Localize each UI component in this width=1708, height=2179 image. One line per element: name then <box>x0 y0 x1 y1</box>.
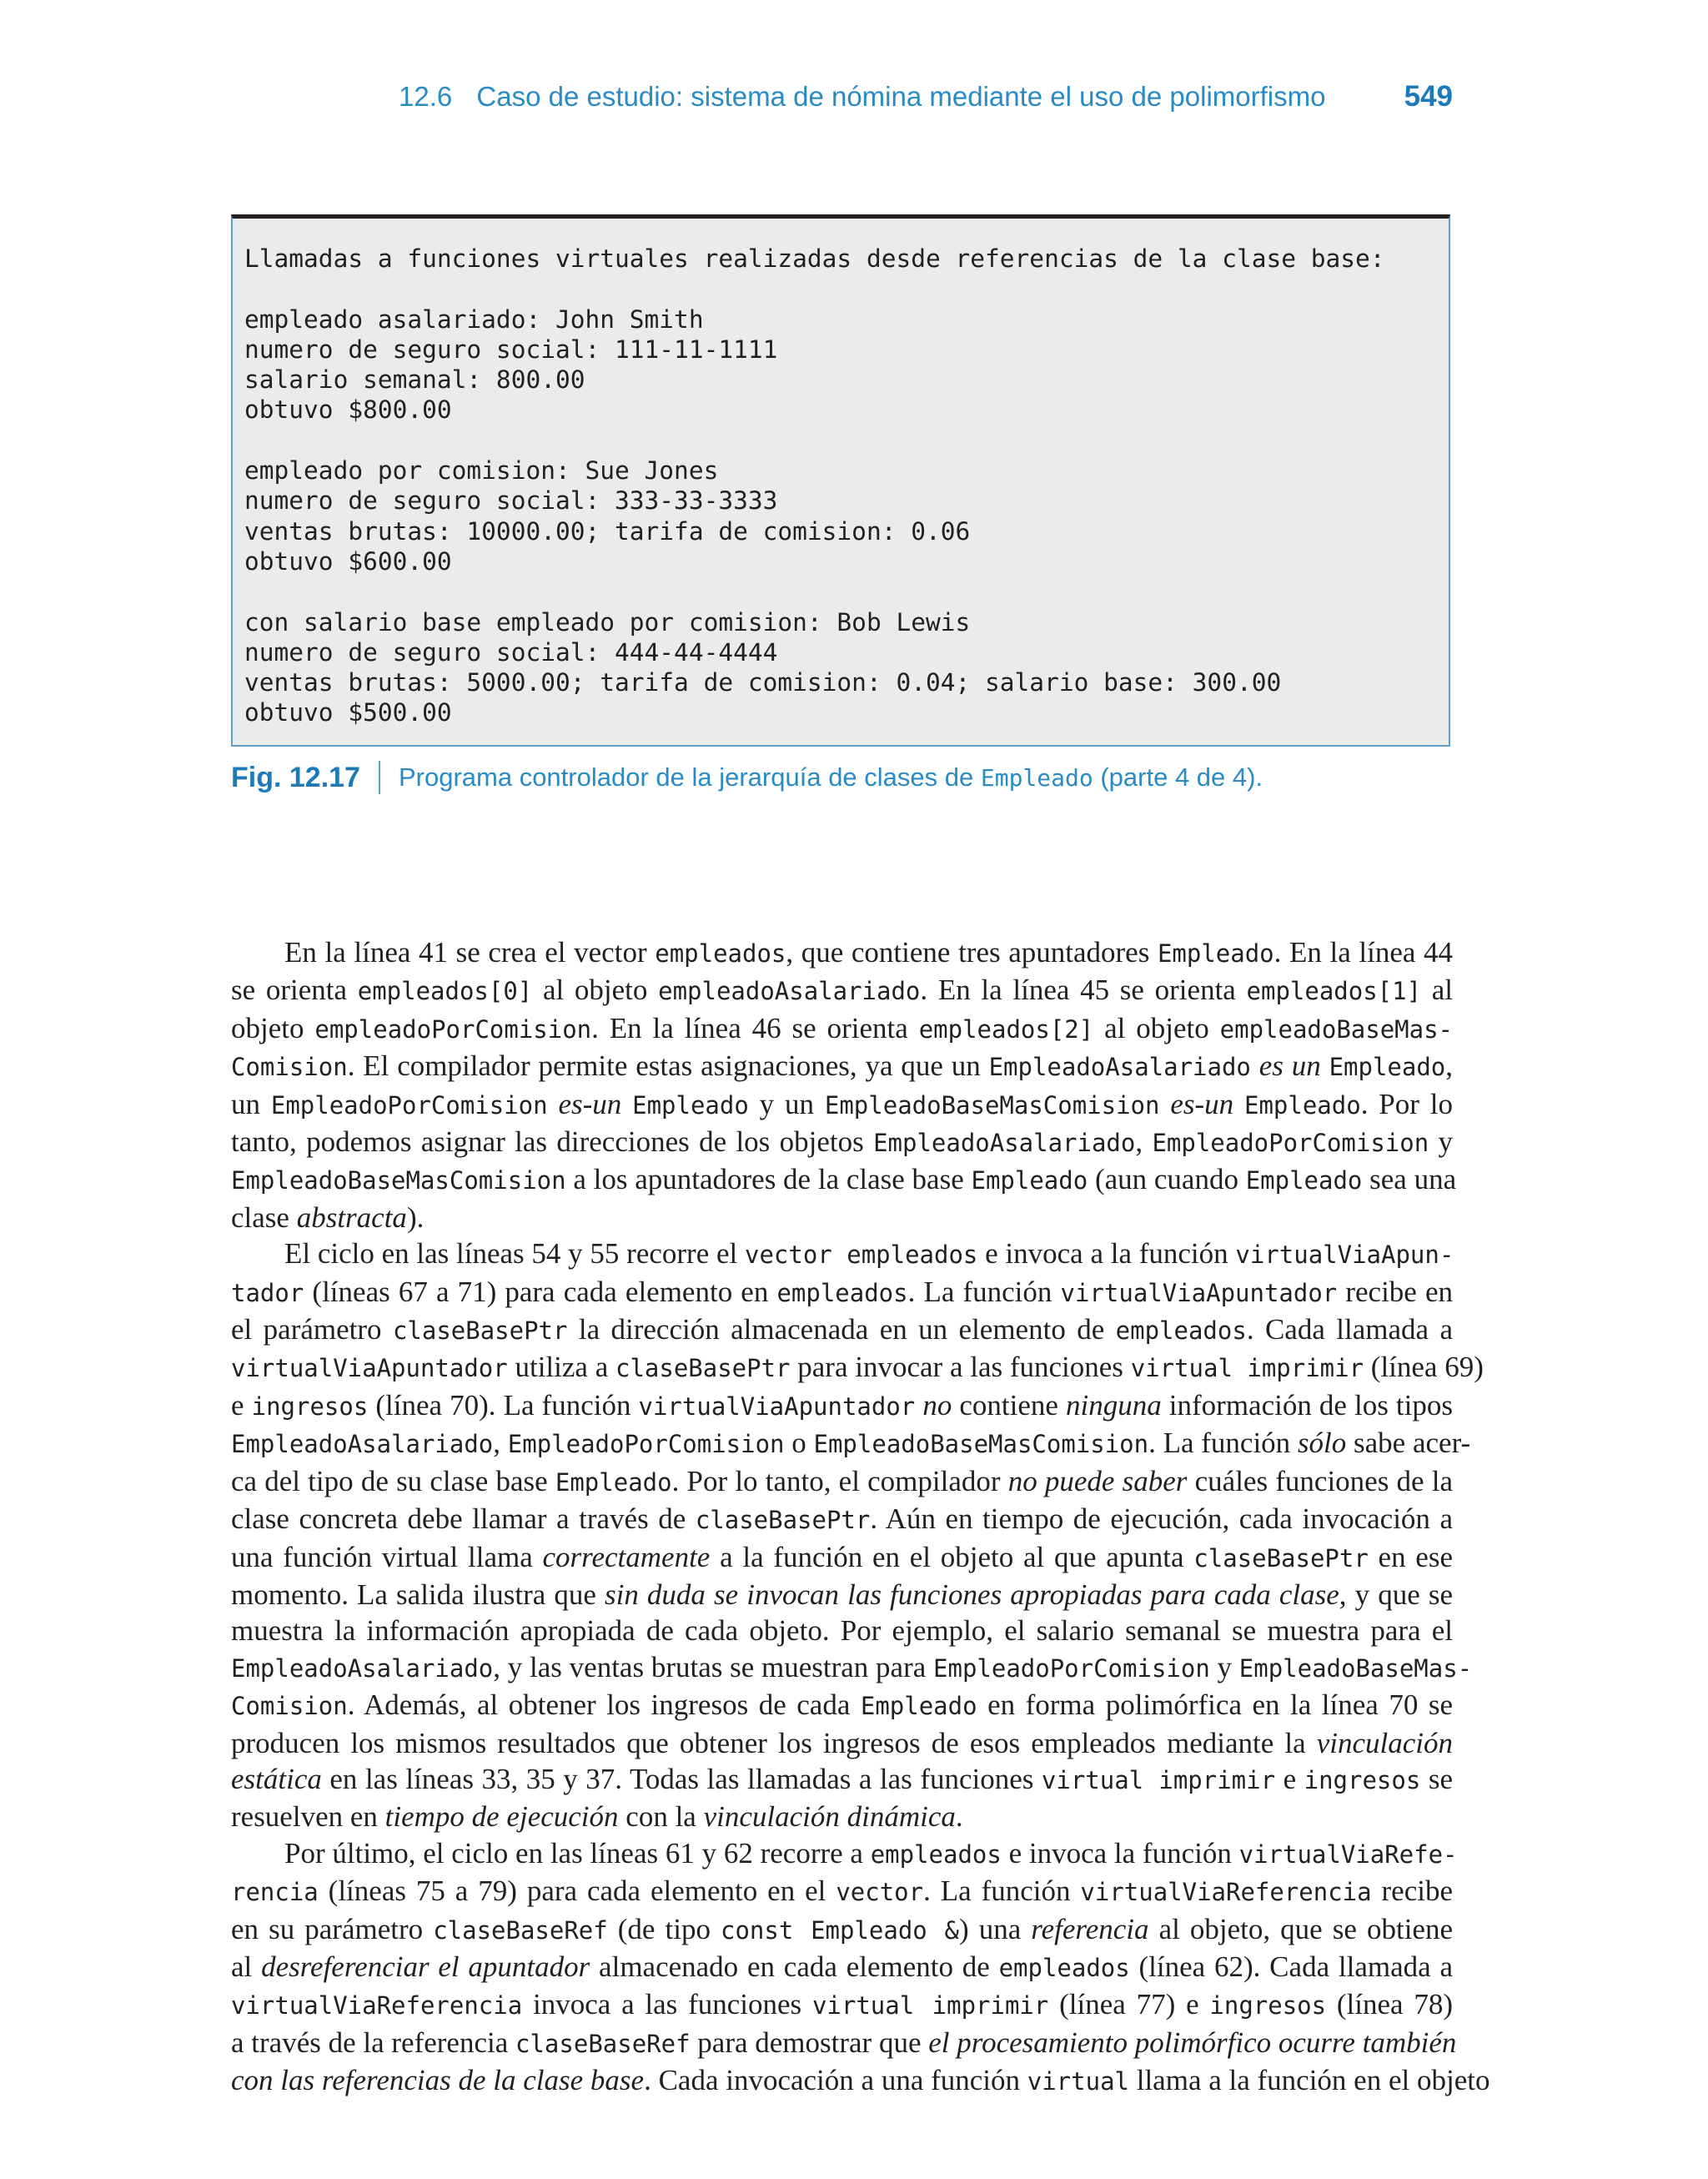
inline-code: EmpleadoBaseMasComision <box>824 1090 1160 1120</box>
text-run: llama a la función en el objeto <box>1128 2064 1490 2097</box>
emphasis: el procesamiento polimórfico ocurre también <box>928 2026 1457 2059</box>
inline-code: vector empleados <box>745 1240 978 1270</box>
text-run: resuelven en <box>231 1800 385 1834</box>
text-run: , <box>1135 1125 1153 1159</box>
text-run: sea una <box>1362 1163 1457 1196</box>
text-run: (de tipo <box>607 1912 721 1945</box>
text-line <box>231 1349 1484 1386</box>
text-run: . Por lo <box>1360 1087 1453 1120</box>
text-run: al objeto <box>532 974 659 1007</box>
text-run: se orienta <box>231 974 358 1007</box>
text-line <box>231 1577 1453 1613</box>
inline-code: const Empleado & <box>721 1915 959 1945</box>
inline-code: ingresos <box>1209 1991 1327 2020</box>
text-line <box>231 1274 1453 1311</box>
page-number: 549 <box>1404 80 1453 113</box>
text-run: (línea 70). La función <box>368 1388 639 1422</box>
text-run: en su parámetro <box>231 1912 434 1945</box>
text-run: para invocar a las funciones <box>790 1351 1131 1384</box>
text-run: un <box>231 1087 271 1120</box>
text-run: objeto <box>231 1011 315 1044</box>
text-line <box>231 1613 1453 1648</box>
text-run: en ese <box>1368 1540 1453 1573</box>
text-run: ) una <box>958 1912 1032 1945</box>
inline-code: Empleado <box>632 1090 749 1120</box>
emphasis: sólo <box>1297 1427 1347 1460</box>
text-line <box>231 1649 1473 1687</box>
text-run: . En la línea 45 se orienta <box>920 974 1247 1007</box>
text-run: , que contiene tres apuntadores <box>786 936 1158 969</box>
text-run: contiene <box>952 1388 1066 1422</box>
text-line <box>231 934 1453 972</box>
text-run <box>915 1389 922 1422</box>
text-line <box>231 1010 1453 1048</box>
emphasis: no puede saber <box>1007 1464 1188 1497</box>
inline-code: empleadoAsalariado <box>658 977 921 1006</box>
text-line <box>231 1387 1453 1425</box>
emphasis: vinculación dinámica <box>703 1800 956 1834</box>
inline-code: EmpleadoAsalariado <box>988 1053 1251 1082</box>
paragraph <box>231 1835 1490 2101</box>
text-run: En la línea 41 se crea el vector <box>284 936 656 969</box>
text-line <box>231 1124 1453 1161</box>
emphasis: ninguna <box>1066 1388 1162 1422</box>
figure-caption <box>231 761 1457 794</box>
inline-code: Empleado <box>1244 1090 1361 1120</box>
inline-code: Comision <box>231 1053 348 1082</box>
text-run: utiliza a <box>507 1351 615 1384</box>
text-run: (línea 77) e <box>1048 1988 1210 2021</box>
text-run: El ciclo en las líneas 54 y 55 recorre el <box>284 1237 746 1271</box>
inline-code: EmpleadoAsalariado <box>231 1653 494 1683</box>
caption-separator <box>379 761 380 794</box>
body-text <box>231 934 1490 2101</box>
text-run: se <box>1420 1762 1453 1795</box>
text-run: clase <box>231 1200 297 1234</box>
running-header <box>399 80 1453 113</box>
text-run: . <box>955 1800 963 1834</box>
text-run: Por último, el ciclo en las líneas 61 y 62 recorre a <box>284 1836 871 1870</box>
text-run: sabe acer- <box>1346 1427 1471 1460</box>
text-run <box>621 1088 632 1120</box>
inline-code: Empleado <box>971 1166 1088 1195</box>
text-run: al objeto <box>1093 1011 1220 1044</box>
figure-label: Fig. 12.17 <box>231 761 360 793</box>
caption-text: Programa controlador de la jerarquía de clases de Empleado (parte 4 de 4). <box>398 762 1263 792</box>
inline-code: vector <box>836 1878 924 1907</box>
caption-code: Empleado <box>980 764 1093 792</box>
inline-code: empleadoPorComision <box>314 1014 592 1044</box>
text-run: . La función <box>1148 1427 1298 1460</box>
inline-code: virtualViaApuntador <box>1060 1278 1338 1307</box>
inline-code: EmpleadoBaseMasComision <box>813 1430 1149 1459</box>
text-run: (línea 62). Cada llamada a <box>1129 1950 1453 1983</box>
text-run: , y que se <box>1339 1578 1453 1611</box>
text-run: (líneas 75 a 79) para cada elemento en el <box>318 1875 836 1908</box>
text-run: . Por lo tanto, el compilador <box>671 1464 1008 1497</box>
inline-code: rencia <box>231 1878 319 1907</box>
text-run: . En la línea 46 se orienta <box>591 1011 919 1044</box>
inline-code: empleados <box>870 1839 1002 1869</box>
text-run: información de los tipos <box>1161 1388 1453 1422</box>
inline-code: empleados <box>1115 1316 1247 1346</box>
text-line <box>231 1463 1453 1501</box>
text-run: e invoca la función <box>1001 1836 1239 1870</box>
text-run: a la función en el objeto al que apunta <box>710 1540 1194 1573</box>
inline-code: Comision <box>231 1692 348 1721</box>
text-run: momento. La salida ilustra que <box>231 1578 605 1611</box>
text-run: almacenado en cada elemento de <box>590 1950 999 1983</box>
text-run: y <box>1429 1125 1454 1159</box>
text-run: invoca a las funciones <box>522 1988 812 2021</box>
text-run: ). <box>406 1200 424 1234</box>
emphasis: tiempo de ejecución <box>384 1800 619 1834</box>
inline-code: virtualViaRefe- <box>1238 1839 1458 1869</box>
text-run: (aun cuando <box>1088 1163 1246 1196</box>
text-run: . Cada llamada a <box>1246 1313 1454 1346</box>
emphasis: es-un <box>1170 1087 1234 1120</box>
text-line <box>231 1539 1453 1577</box>
text-line <box>231 2062 1490 2100</box>
text-run: , <box>1445 1049 1453 1083</box>
emphasis: es un <box>1258 1049 1321 1083</box>
emphasis: referencia <box>1031 1912 1149 1945</box>
inline-code: Empleado <box>1245 1166 1363 1195</box>
text-line <box>231 1161 1457 1199</box>
emphasis: correctamente <box>542 1540 711 1573</box>
text-run: tanto, podemos asignar las direcciones de los objetos <box>231 1125 874 1159</box>
text-run: y un <box>748 1087 825 1120</box>
inline-code: claseBaseRef <box>515 2029 691 2058</box>
text-line <box>231 1949 1453 1986</box>
paragraph <box>231 1235 1484 1835</box>
text-line <box>231 972 1453 1009</box>
text-run: , y las ventas brutas se muestran para <box>493 1650 934 1683</box>
inline-code: ingresos <box>1304 1765 1421 1794</box>
text-run: . La función <box>907 1275 1061 1308</box>
inline-code: EmpleadoPorComision <box>933 1653 1210 1683</box>
emphasis: es-un <box>558 1087 622 1120</box>
text-line <box>231 1425 1471 1462</box>
inline-code: virtualViaReferencia <box>231 1991 523 2020</box>
inline-code: virtual imprimir <box>1130 1354 1364 1383</box>
text-line <box>231 1986 1453 2024</box>
text-run <box>1321 1049 1329 1082</box>
text-run: muestra la información apropiada de cada objeto. Por ejemplo, el salario semanal se muestra para el <box>231 1614 1453 1648</box>
section-title: Caso de estudio: sistema de nómina mediante el uso de polimorfismo <box>476 81 1326 112</box>
emphasis: estática <box>231 1762 322 1795</box>
paragraph <box>231 934 1457 1235</box>
text-line <box>231 1200 1453 1235</box>
inline-code: Empleado <box>1157 939 1274 968</box>
inline-code: empleados[2] <box>918 1014 1094 1044</box>
inline-code: virtualViaApuntador <box>231 1354 508 1383</box>
inline-code: Empleado <box>860 1692 977 1721</box>
inline-code: Empleado <box>555 1467 672 1497</box>
text-run: producen los mismos resultados que obtener los ingresos de esos empleados mediante la <box>231 1726 1317 1759</box>
inline-code: claseBasePtr <box>1193 1543 1369 1573</box>
text-run: para demostrar que <box>690 2026 929 2059</box>
text-run: (línea 78) <box>1326 1988 1454 2021</box>
text-run: a través de la referencia <box>231 2026 516 2059</box>
inline-code: claseBasePtr <box>695 1506 871 1535</box>
inline-code: claseBasePtr <box>615 1354 791 1383</box>
inline-code: Empleado <box>1329 1053 1446 1082</box>
inline-code: claseBaseRef <box>433 1915 608 1945</box>
text-run: ca del tipo de su clase base <box>231 1464 555 1497</box>
text-line <box>231 1311 1453 1349</box>
inline-code: EmpleadoPorComision <box>270 1090 548 1120</box>
text-line <box>231 1086 1453 1124</box>
program-output-box <box>231 214 1450 747</box>
inline-code: empleados[0] <box>357 977 533 1006</box>
text-line <box>231 1725 1453 1761</box>
emphasis: con las referencias de la clase base <box>231 2064 645 2097</box>
inline-code: tador <box>231 1278 304 1307</box>
text-run: con la <box>618 1800 704 1834</box>
text-line <box>231 1235 1453 1273</box>
text-run: una función virtual llama <box>231 1540 543 1573</box>
text-line <box>231 1048 1453 1085</box>
text-run: el parámetro <box>231 1313 393 1346</box>
text-run: (líneas 67 a 71) para cada elemento en <box>304 1275 777 1308</box>
inline-code: empleadoBaseMas- <box>1219 1014 1454 1044</box>
inline-code: EmpleadoAsalariado <box>873 1129 1136 1158</box>
text-run: . En la línea 44 <box>1273 936 1454 969</box>
inline-code: virtual imprimir <box>811 1991 1049 2020</box>
text-run: . Además, al obtener los ingresos de cada <box>347 1688 861 1722</box>
text-line <box>231 1799 1453 1834</box>
text-run <box>1159 1088 1170 1120</box>
emphasis: abstracta <box>296 1200 407 1234</box>
text-run: clase concreta debe llamar a través de <box>231 1502 696 1536</box>
text-line <box>231 1761 1453 1799</box>
inline-code: EmpleadoAsalariado <box>231 1430 494 1459</box>
text-run: a los apuntadores de la clase base <box>565 1163 972 1196</box>
inline-code: virtual <box>1027 2067 1129 2096</box>
text-run: (línea 69) <box>1364 1351 1484 1384</box>
text-line <box>231 1501 1453 1538</box>
text-line <box>231 1687 1453 1724</box>
emphasis: desreferenciar el apuntador <box>261 1950 590 1983</box>
program-output-text: Llamadas a funciones virtuales realizadas desde referencias de la clase base: empleado asalariado: John Smith numero de seguro social: 111-11-1111 salario semanal: 800.00 obtuvo $800.00 empleado por comision: Sue Jones numero de seguro social: 333-33-3333 ventas brutas: 10000.00; tarifa de comision: 0.06 obtuvo $600.00 con salario base empleado por comision: Bob Lewis numero de seguro social: 444-44-4444 ventas brutas: 5000.00; tarifa de comision: 0.04; salario base: 300.00 obtuvo $500.00 <box>244 244 1385 727</box>
inline-code: empleados[1] <box>1246 977 1422 1006</box>
text-line <box>231 2025 1457 2062</box>
inline-code: claseBasePtr <box>392 1316 568 1346</box>
text-line <box>231 1911 1453 1949</box>
inline-code: EmpleadoBaseMasComision <box>231 1166 566 1195</box>
inline-code: EmpleadoPorComision <box>1152 1129 1429 1158</box>
text-run: o <box>784 1427 814 1460</box>
section-number: 12.6 <box>399 81 453 112</box>
text-run: , <box>493 1427 508 1460</box>
text-run: en las líneas 33, 35 y 37. Todas las llamadas a las funciones <box>321 1762 1042 1795</box>
text-run: . El compilador permite estas asignaciones, ya que un <box>347 1049 989 1083</box>
inline-code: EmpleadoPorComision <box>507 1430 785 1459</box>
text-run: cuáles funciones de la <box>1187 1464 1454 1497</box>
inline-code: virtualViaReferencia <box>1080 1878 1372 1907</box>
inline-code: virtual imprimir <box>1041 1765 1276 1794</box>
text-run: . Aún en tiempo de ejecución, cada invocación a <box>870 1502 1453 1536</box>
text-line <box>231 1835 1458 1873</box>
text-run: . Cada invocación a una función <box>644 2064 1027 2097</box>
inline-code: virtualViaApuntador <box>638 1391 916 1421</box>
inline-code: virtualViaApun- <box>1235 1240 1454 1270</box>
inline-code: EmpleadoBaseMas- <box>1238 1653 1473 1683</box>
text-run: al objeto, que se obtiene <box>1148 1912 1454 1945</box>
emphasis: vinculación <box>1316 1726 1453 1759</box>
text-run: . La función <box>923 1875 1081 1908</box>
text-line <box>231 1873 1453 1910</box>
text-run: al <box>231 1950 262 1983</box>
inline-code: empleados <box>655 939 786 968</box>
inline-code: empleados <box>776 1278 908 1307</box>
text-run: e invoca a la función <box>977 1237 1236 1271</box>
text-run <box>548 1088 559 1120</box>
text-run: recibe en <box>1337 1275 1453 1308</box>
text-run: recibe <box>1371 1875 1454 1908</box>
emphasis: no <box>922 1388 952 1422</box>
text-run <box>1251 1049 1259 1082</box>
inline-code: ingresos <box>251 1391 369 1421</box>
text-run: en forma polimórfica en la línea 70 se <box>977 1688 1453 1722</box>
text-run: e <box>1275 1762 1304 1795</box>
text-run: y <box>1209 1650 1239 1683</box>
emphasis: sin duda se invocan las funciones apropiadas para cada clase <box>604 1578 1339 1611</box>
inline-code: empleados <box>998 1953 1130 1982</box>
text-run: la dirección almacenada en un elemento de <box>567 1313 1116 1346</box>
text-run: e <box>231 1388 252 1422</box>
text-run <box>1233 1088 1244 1120</box>
text-run: al <box>1421 974 1454 1007</box>
